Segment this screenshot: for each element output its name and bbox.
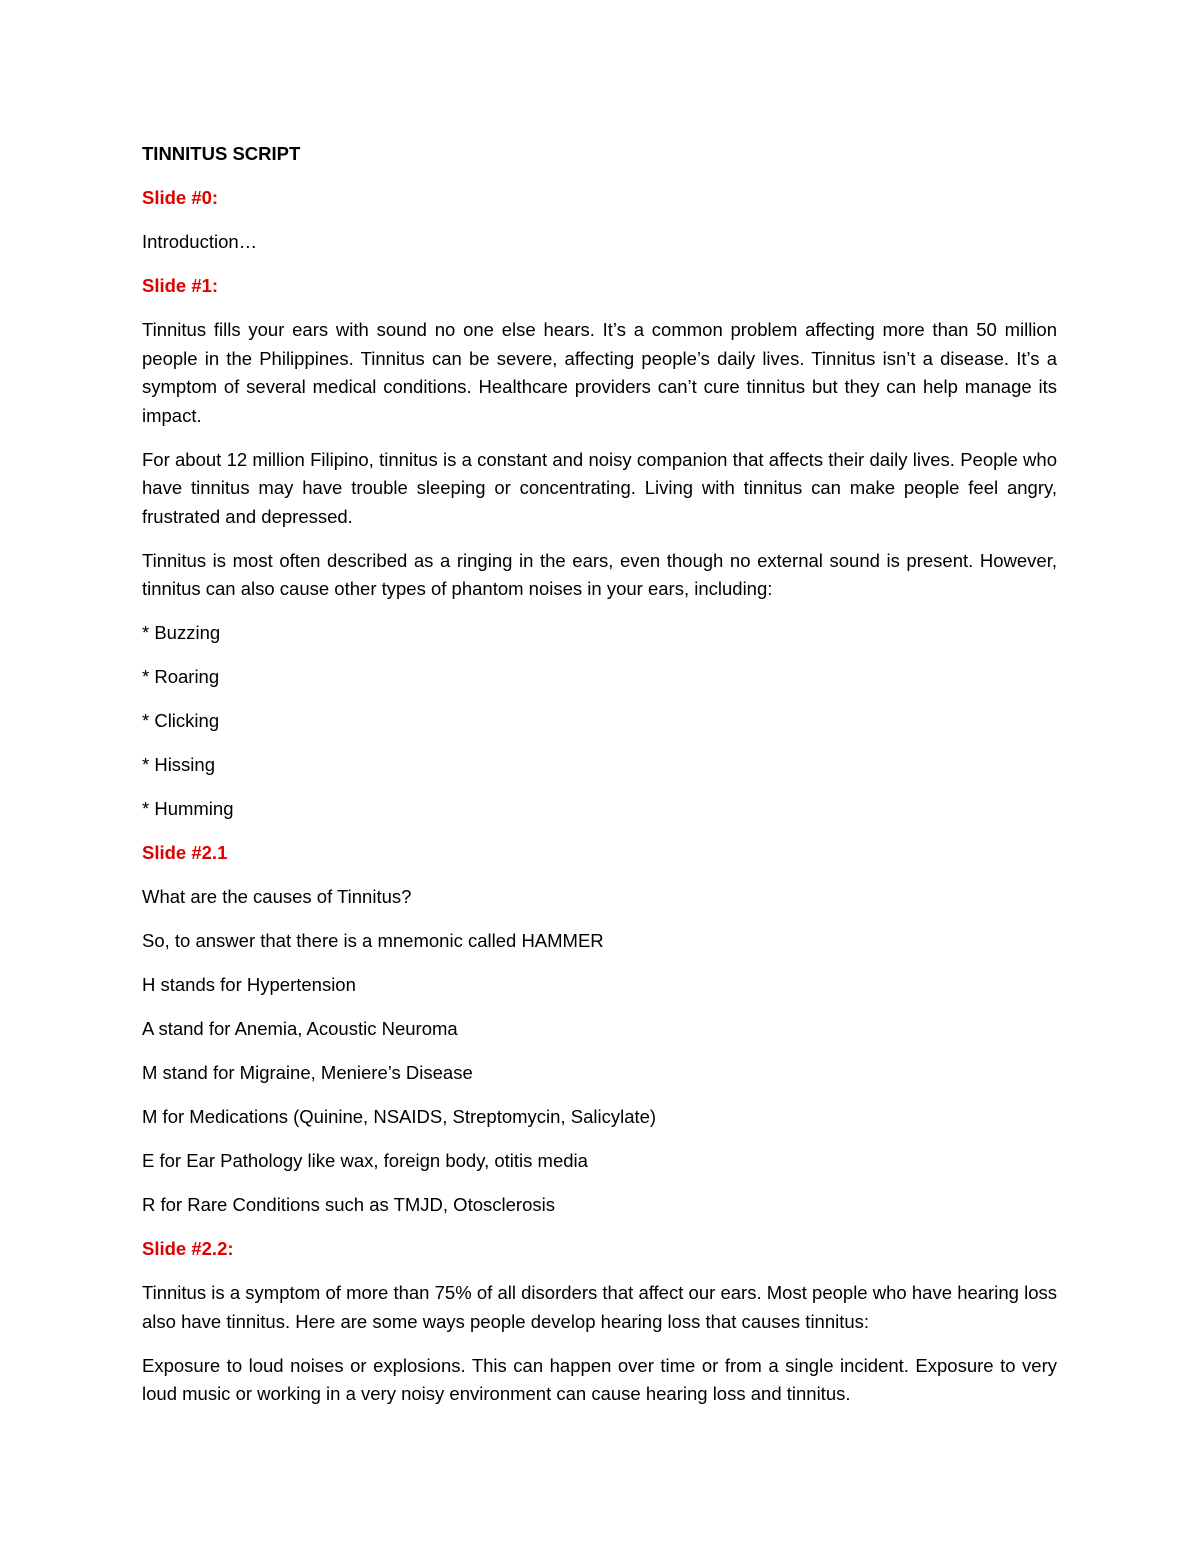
noise-item: * Clicking [142, 710, 220, 731]
slide-1-paragraph-1: Tinnitus fills your ears with sound no one else hears. It’s a common problem affecting more than 50 million people in the Philippines. Tinnitus can be severe, affecting people’s daily lives. Tinnitus isn’t a disease. It’s a symptom of several medical conditions. Healthcare providers can’t cure tinnitus but they can help manage its impact. [142, 319, 1057, 426]
slide-2-2-heading: Slide #2.2: [142, 1238, 234, 1259]
mnemonic-item: A stand for Anemia, Acoustic Neuroma [142, 1018, 458, 1039]
noise-item: * Hissing [142, 754, 215, 775]
slide-1-paragraph-2: For about 12 million Filipino, tinnitus is a constant and noisy companion that affects their daily lives. People who have tinnitus may have trouble sleeping or concentrating. Living with tinnitus can make people feel angry, frustrated and depressed. [142, 448, 1057, 527]
noise-item: * Roaring [142, 666, 220, 687]
noise-item: * Humming [142, 798, 234, 819]
slide-2-1-intro: So, to answer that there is a mnemonic called HAMMER [142, 930, 604, 951]
mnemonic-item: M stand for Migraine, Meniere’s Disease [142, 1062, 473, 1083]
document-page [142, 140, 1057, 1424]
slide-0-heading: Slide #0: [142, 187, 219, 208]
slide-2-2-paragraph-1: Tinnitus is a symptom of more than 75% of all disorders that affect our ears. Most people who have hearing loss also have tinnitus. Here are some ways people develop hearing loss that causes tinnitus: [142, 1282, 1057, 1332]
slide-2-2-paragraph-2: Exposure to loud noises or explosions. This can happen over time or from a single incident. Exposure to very loud music or working in a very noisy environment can cause hearing loss and tinnitus. [142, 1354, 1057, 1404]
slide-1-paragraph-3: Tinnitus is most often described as a ringing in the ears, even though no external sound is present. However, tinnitus can also cause other types of phantom noises in your ears, including: [142, 549, 1057, 599]
noise-item: * Buzzing [142, 622, 221, 643]
slide-2-1-heading: Slide #2.1 [142, 842, 228, 863]
slide-0-text: Introduction… [142, 231, 258, 252]
mnemonic-item: R for Rare Conditions such as TMJD, Otosclerosis [142, 1194, 555, 1215]
mnemonic-item: E for Ear Pathology like wax, foreign body, otitis media [142, 1150, 588, 1171]
mnemonic-item: H stands for Hypertension [142, 974, 356, 995]
slide-1-heading: Slide #1: [142, 275, 219, 296]
slide-2-1-question: What are the causes of Tinnitus? [142, 886, 412, 907]
mnemonic-item: M for Medications (Quinine, NSAIDS, Streptomycin, Salicylate) [142, 1106, 657, 1127]
document-title: TINNITUS SCRIPT [142, 143, 301, 164]
